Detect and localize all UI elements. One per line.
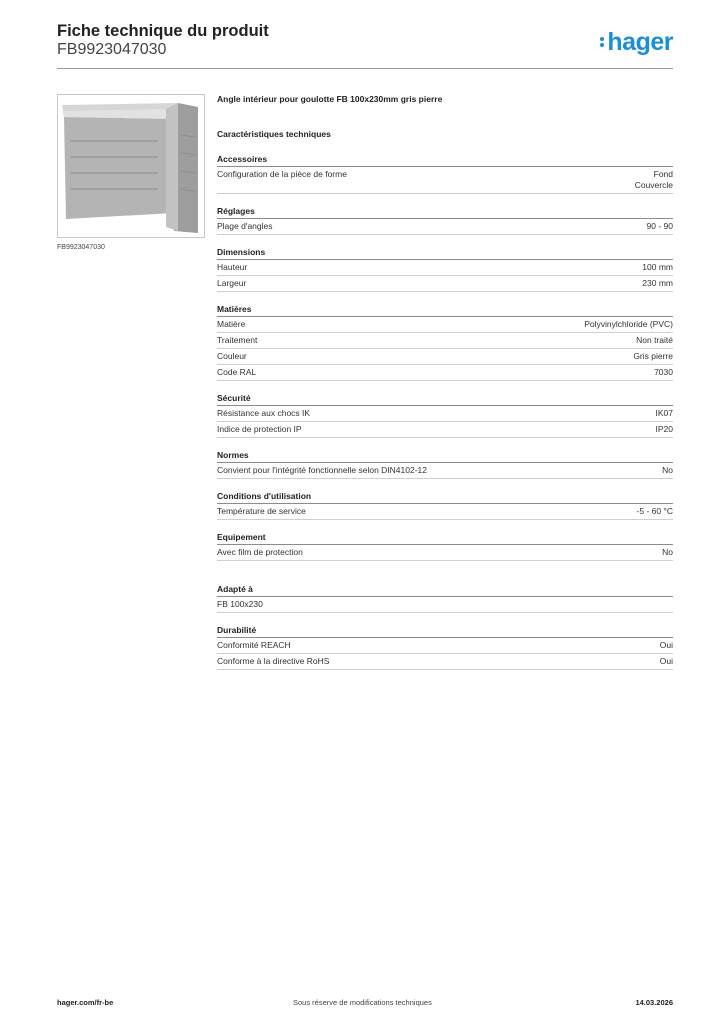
spec-value: No bbox=[662, 465, 673, 475]
spec-row bbox=[217, 260, 673, 276]
spec-row bbox=[217, 333, 673, 349]
section-title: Equipement bbox=[217, 531, 673, 545]
spec-row bbox=[217, 167, 673, 194]
spec-row bbox=[217, 365, 673, 381]
spec-value: Gris pierre bbox=[633, 351, 673, 361]
spec-row bbox=[217, 276, 673, 292]
spec-label: Plage d'angles bbox=[217, 221, 273, 231]
header-divider bbox=[57, 68, 673, 69]
section-title: Normes bbox=[217, 449, 673, 463]
spec-label: Température de service bbox=[217, 506, 306, 516]
spec-label: Matière bbox=[217, 319, 246, 329]
spec-section bbox=[217, 392, 673, 438]
footer-notice: Sous réserve de modifications techniques bbox=[293, 998, 432, 1007]
spec-value: Oui bbox=[659, 656, 673, 666]
spec-section bbox=[217, 449, 673, 479]
section-title: Sécurité bbox=[217, 392, 673, 406]
spec-sections bbox=[217, 153, 673, 561]
spec-row bbox=[217, 317, 673, 333]
section-title: Matières bbox=[217, 303, 673, 317]
spec-row bbox=[217, 406, 673, 422]
spec-row bbox=[217, 463, 673, 479]
tech-section-title: Caractéristiques techniques bbox=[217, 129, 331, 139]
spec-label: Convient pour l'intégrité fonctionnelle selon DIN4102-12 bbox=[217, 465, 428, 475]
spec-value: -5 - 60 °C bbox=[636, 506, 673, 516]
spec-value: 230 mm bbox=[642, 278, 673, 288]
page-header bbox=[57, 22, 673, 59]
section-title: Réglages bbox=[217, 205, 673, 219]
spec-value: 100 mm bbox=[642, 262, 673, 272]
spec-value: IP20 bbox=[655, 424, 673, 434]
spec-value: Oui bbox=[659, 640, 673, 650]
spec-label: Hauteur bbox=[217, 262, 248, 272]
spec-value: No bbox=[662, 547, 673, 557]
spec-value: Fond Couvercle bbox=[634, 169, 673, 190]
spec-label: Indice de protection IP bbox=[217, 424, 302, 434]
spec-section bbox=[217, 205, 673, 235]
spec-row bbox=[217, 349, 673, 365]
spec-row bbox=[217, 219, 673, 235]
section-title: Accessoires bbox=[217, 153, 673, 167]
spec-row bbox=[217, 638, 673, 654]
logo-text: hager bbox=[607, 28, 673, 56]
spec-label: Code RAL bbox=[217, 367, 257, 377]
section-title: Dimensions bbox=[217, 246, 673, 260]
spec-label: Couleur bbox=[217, 351, 247, 361]
section-gap bbox=[217, 561, 673, 572]
spec-section bbox=[217, 624, 673, 670]
spec-section bbox=[217, 153, 673, 194]
spec-row bbox=[217, 597, 673, 613]
product-name: Angle intérieur pour goulotte FB 100x230mm gris pierre bbox=[217, 94, 443, 104]
product-code: FB9923047030 bbox=[57, 41, 167, 58]
spec-sections-extra bbox=[217, 583, 673, 670]
spec-value: Polyvinylchloride (PVC) bbox=[584, 319, 673, 329]
spec-label: Conformité REACH bbox=[217, 640, 291, 650]
page-title: Fiche technique du produit bbox=[57, 22, 269, 40]
spec-section bbox=[217, 531, 673, 561]
hager-logo bbox=[600, 28, 673, 57]
section-title: Durabilité bbox=[217, 624, 673, 638]
spec-section bbox=[217, 583, 673, 613]
footer-website: hager.com/fr-be bbox=[57, 998, 114, 1007]
spec-row bbox=[217, 504, 673, 520]
section-title: Adapté à bbox=[217, 583, 673, 597]
spec-label: Configuration de la pièce de forme bbox=[217, 169, 347, 179]
spec-value: 90 - 90 bbox=[646, 221, 673, 231]
spec-label: FB 100x230 bbox=[217, 599, 263, 609]
spec-content bbox=[217, 94, 673, 670]
spec-row bbox=[217, 545, 673, 561]
spec-section bbox=[217, 490, 673, 520]
spec-label: Traitement bbox=[217, 335, 258, 345]
spec-row bbox=[217, 422, 673, 438]
product-image bbox=[57, 94, 205, 238]
spec-section bbox=[217, 246, 673, 292]
inner-corner-duct-icon bbox=[58, 95, 204, 237]
spec-value: IK07 bbox=[655, 408, 673, 418]
spec-label: Résistance aux chocs IK bbox=[217, 408, 311, 418]
spec-label: Conforme à la directive RoHS bbox=[217, 656, 330, 666]
spec-label: Largeur bbox=[217, 278, 247, 288]
spec-row bbox=[217, 654, 673, 670]
spec-section bbox=[217, 303, 673, 381]
section-title: Conditions d'utilisation bbox=[217, 490, 673, 504]
spec-value: Non traité bbox=[636, 335, 673, 345]
logo-dots-icon bbox=[600, 35, 605, 49]
spec-value: 7030 bbox=[654, 367, 673, 377]
image-caption: FB9923047030 bbox=[57, 244, 105, 251]
spec-label: Avec film de protection bbox=[217, 547, 303, 557]
footer-date: 14.03.2026 bbox=[635, 998, 673, 1007]
